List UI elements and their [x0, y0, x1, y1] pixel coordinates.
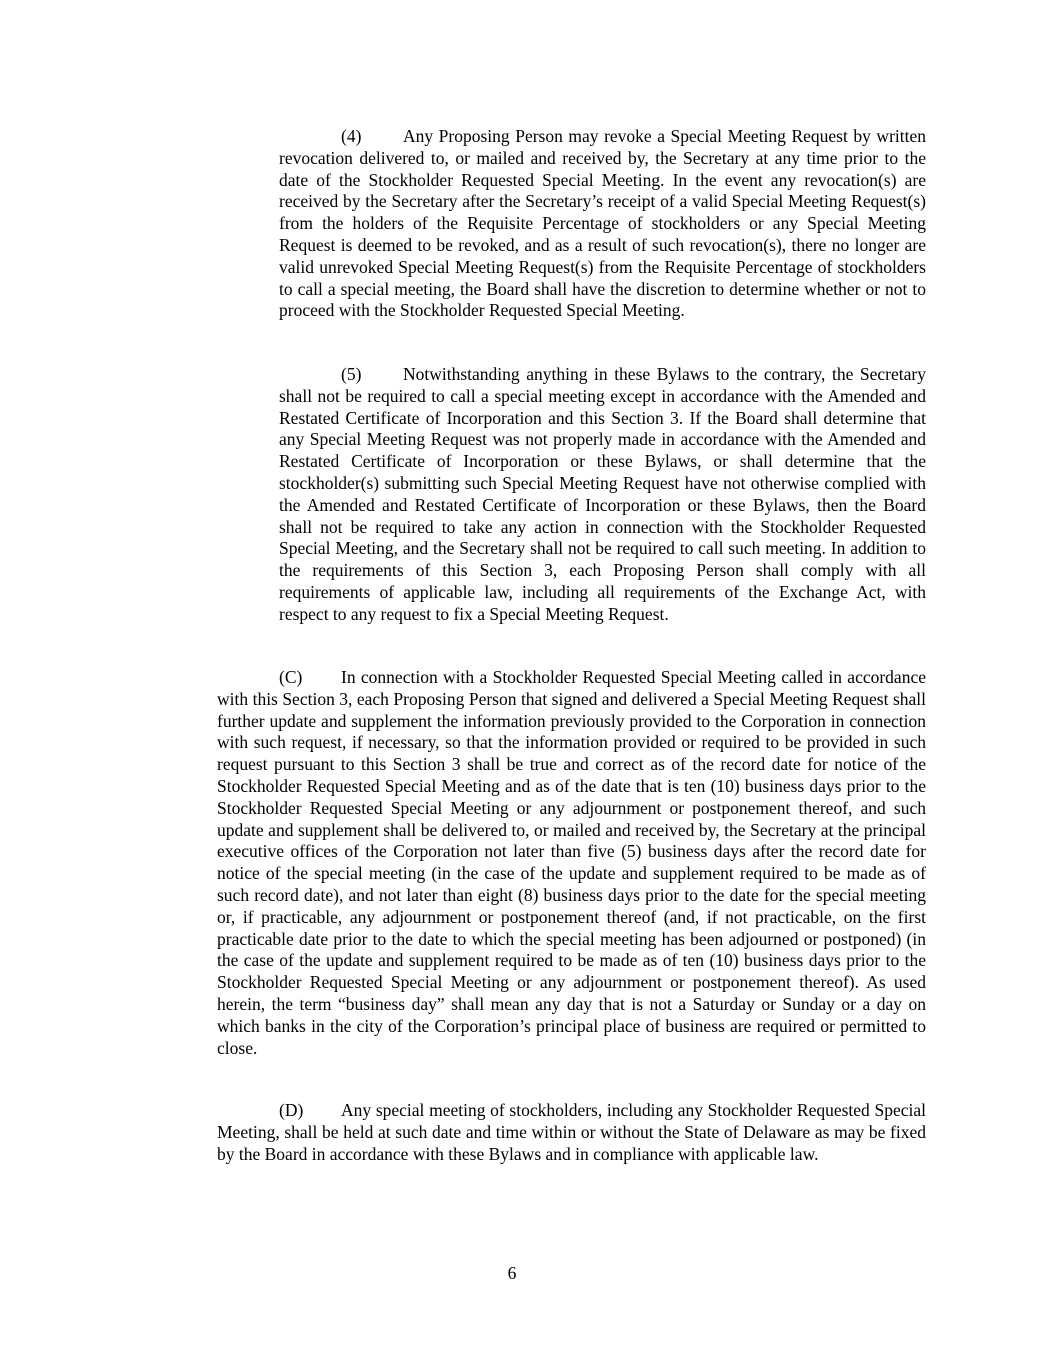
paragraph-label: (D)	[279, 1100, 304, 1120]
paragraph-4	[279, 126, 926, 322]
paragraph-label: (5)	[341, 364, 362, 384]
paragraph-text: In connection with a Stockholder Requested Special Meeting called in accordance with this Section 3, each Proposing Person that signed and delivered a Special Meeting Request shall further update and supplement the information previously provided to the Corporation in connection with such request, if necessary, so that the information provided or required to be provided in such request pursuant to this Section 3 shall be true and correct as of the record date for notice of the Stockholder Requested Special Meeting and as of the date that is ten (10) business days prior to the Stockholder Requested Special Meeting or any adjournment or postponement thereof, and such update and supplement shall be delivered to, or mailed and received by, the Secretary at the principal executive offices of the Corporation not later than five (5) business days after the record date for notice of the special meeting (in the case of the update and supplement required to be made as of such record date), and not later than eight (8) business days prior to the date for the special meeting or, if practicable, any adjournment or postponement thereof (and, if not practicable, on the first practicable date prior to the date to which the special meeting has been adjourned or postponed) (in the case of the update and supplement required to be made as of ten (10) business days prior to the Stockholder Requested Special Meeting or any adjournment or postponement thereof). As used herein, the term “business day” shall mean any day that is not a Saturday or Sunday or a day on which banks in the city of the Corporation’s principal place of business are required or permitted to close.	[217, 667, 926, 1058]
page-number: 6	[507, 1263, 517, 1283]
paragraph-5	[279, 364, 926, 626]
paragraph-text: Notwithstanding anything in these Bylaws to the contrary, the Secretary shall not be required to call a special meeting except in accordance with the Amended and Restated Certificate of Incorporation and this Section 3. If the Board shall determine that any Special Meeting Request was not properly made in accordance with the Amended and Restated Certificate of Incorporation or these Bylaws, or shall determine that the stockholder(s) submitting such Special Meeting Request have not otherwise complied with the Amended and Restated Certificate of Incorporation or these Bylaws, then the Board shall not be required to take any action in connection with the Stockholder Requested Special Meeting, and the Secretary shall not be required to call such meeting. In addition to the requirements of this Section 3, each Proposing Person shall comply with all requirements of applicable law, including all requirements of the Exchange Act, with respect to any request to fix a Special Meeting Request.	[279, 364, 926, 624]
paragraph-text: Any Proposing Person may revoke a Special Meeting Request by written revocation delivered to, or mailed and received by, the Secretary at any time prior to the date of the Stockholder Requested Special Meeting. In the event any revocation(s) are received by the Secretary after the Secretary’s receipt of a valid Special Meeting Request(s) from the holders of the Requisite Percentage of stockholders or any Special Meeting Request is deemed to be revoked, and as a result of such revocation(s), there no longer are valid unrevoked Special Meeting Request(s) from the Requisite Percentage of stockholders to call a special meeting, the Board shall have the discretion to determine whether or not to proceed with the Stockholder Requested Special Meeting.	[279, 126, 926, 321]
paragraph-text: Any special meeting of stockholders, including any Stockholder Requested Special Meeting, shall be held at such date and time within or without the State of Delaware as may be fixed by the Board in accordance with these Bylaws and in compliance with applicable law.	[217, 1100, 926, 1164]
paragraph-label: (C)	[279, 667, 303, 687]
paragraph-d	[217, 1100, 926, 1165]
paragraph-c	[217, 667, 926, 1059]
paragraph-label: (4)	[341, 126, 362, 146]
